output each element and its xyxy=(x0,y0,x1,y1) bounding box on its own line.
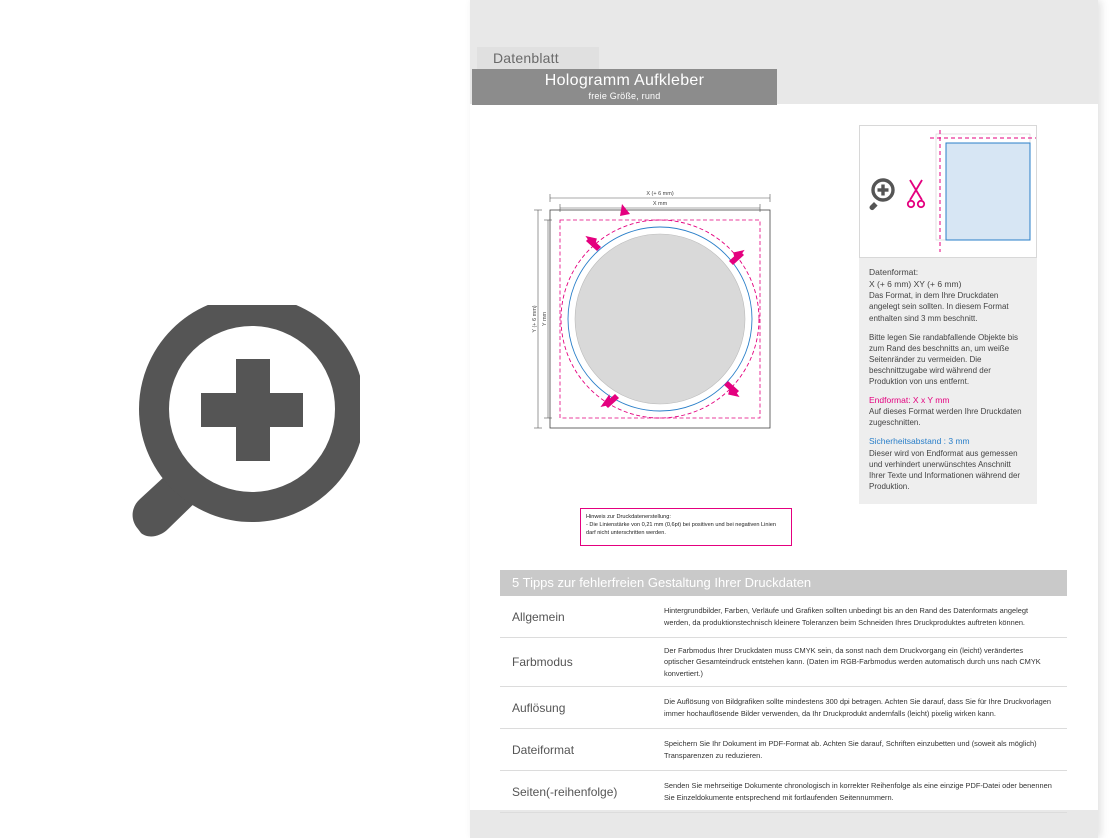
tip-text: Senden Sie mehrseitige Dokumente chronologisch in korrekter Reihenfolge als eine einzige PDF-Datei oder benennen Sie Einzeldokumente entsprechend mit fortlaufenden Seitennummern. xyxy=(664,781,1052,802)
page-subtitle: freie Größe, rund xyxy=(588,91,661,101)
info-card-body xyxy=(859,258,1037,504)
tip-label: Seiten(-reihenfolge) xyxy=(512,784,618,799)
page-title: Hologramm Aufkleber xyxy=(544,72,705,89)
info-subheading-datenformat: X (+ 6 mm) XY (+ 6 mm) xyxy=(869,278,962,289)
table-row xyxy=(500,729,1067,771)
tip-text: Speichern Sie Ihr Dokument im PDF-Format ab. Achten Sie darauf, Schriften einzubetten und (soweit als möglich) Transparenzen zu reduzieren. xyxy=(664,739,1037,760)
tip-label: Dateiformat xyxy=(512,742,575,757)
tip-label: Farbmodus xyxy=(512,655,573,670)
dim-top-outer-label: X (+ 6 mm) xyxy=(646,191,674,197)
magnifier-plus-icon xyxy=(100,305,360,555)
dim-left-inner-label: Y mm xyxy=(542,311,548,327)
info-heading-datenformat: Datenformat: xyxy=(869,267,919,277)
info-heading-endformat: Endformat: X x Y mm xyxy=(869,394,950,405)
tip-text: Hintergrundbilder, Farben, Verläufe und Grafiken sollten unbedingt bis an den Rand des Datenformats angelegt werden, da produktionstechnisch kleinere Toleranzen beim Schneiden Ihres Druckproduktes auftreten können. xyxy=(664,606,1029,627)
preview-pane xyxy=(0,0,470,838)
tab-datenblatt[interactable]: Datenblatt xyxy=(477,47,599,69)
title-band xyxy=(472,69,777,105)
table-row xyxy=(500,596,1067,638)
info-text-endformat: Auf dieses Format werden Ihre Druckdaten zugeschnitten. xyxy=(869,407,1022,428)
tip-label: Allgemein xyxy=(512,609,565,624)
table-row xyxy=(500,687,1067,729)
dim-top-inner-label: X mm xyxy=(652,201,668,207)
dim-left-outer-label: Y (+ 6 mm) xyxy=(532,305,538,333)
scissors-icon xyxy=(908,180,924,207)
tip-text: Die Auflösung von Bildgrafiken sollte mindestens 300 dpi betragen. Achten Sie darauf, dass Sie für Ihre Druckvorlagen immer hochauflösende Bilder verwenden, da Ihr Druckprodukt andernfalls (leicht) pixelig wirken kann. xyxy=(664,697,1052,718)
magnifier-plus-icon xyxy=(870,180,893,210)
hinweis-text: - Die Linienstärke von 0,21 mm (0,6pt) bei positiven und bei negativen Linien darf nicht unterschritten werden. xyxy=(586,522,776,537)
info-text-randabfall: Bitte legen Sie randabfallende Objekte bis zum Rand des beschnitts an, um weiße Seitenränder zu vermeiden. Die beschnittzugabe wird während der Produktion von uns entfernt. xyxy=(869,332,1018,386)
table-row xyxy=(500,771,1067,813)
table-row xyxy=(500,638,1067,687)
sheet-bottom-band xyxy=(470,810,1098,838)
info-card xyxy=(859,125,1037,504)
tips-header: 5 Tipps zur fehlerfreien Gestaltung Ihrer Druckdaten xyxy=(500,570,1067,596)
info-text-sicherheitsabstand: Dieser wird von Endformat aus gemessen und verhindert unerwünschtes Anschnitt Ihrer Texte und Informationen während der Produktion. xyxy=(869,449,1021,492)
info-text-datenformat: Das Format, in dem Ihre Druckdaten angelegt sein sollten. In diesem Format enthalten sind 3 mm beschnitt. xyxy=(869,291,1009,323)
hinweis-box xyxy=(580,508,792,546)
tip-label: Auflösung xyxy=(512,700,566,715)
document-sheet xyxy=(470,0,1098,838)
technical-drawing xyxy=(530,180,850,440)
info-card-preview xyxy=(859,125,1037,258)
info-heading-sicherheitsabstand: Sicherheitsabstand : 3 mm xyxy=(869,436,970,447)
hinweis-title: Hinweis zur Druckdatenerstellung: xyxy=(586,514,671,520)
tip-text: Der Farbmodus Ihrer Druckdaten muss CMYK sein, da sonst nach dem Druckvorgang ein (leicht) verändertes optischer Gesamteindruck entstehen kann. (Daten im RGB-Farbmodus werden automatisch durch uns nach CMYK konvertiert.) xyxy=(664,646,1041,678)
tips-table xyxy=(500,570,1067,813)
